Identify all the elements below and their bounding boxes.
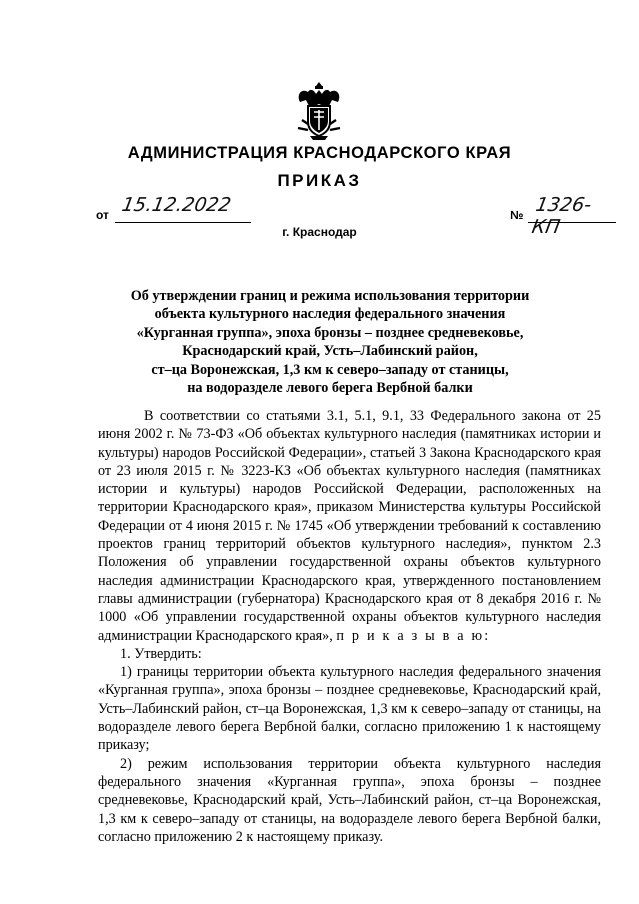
handwritten-number: 1326-КП <box>530 194 594 238</box>
title-line: объекта культурного наследия федерального значения <box>154 306 506 323</box>
city-label: г. Краснодар <box>282 225 357 239</box>
document-title <box>100 287 560 397</box>
date-underline <box>115 222 251 223</box>
number-underline <box>528 222 616 223</box>
document-body <box>98 407 601 846</box>
krasnodar-coat-of-arms-emblem <box>294 80 344 142</box>
organization-name: АДМИНИСТРАЦИЯ КРАСНОДАРСКОГО КРАЯ <box>127 144 512 162</box>
date-prefix-label: от <box>96 208 109 222</box>
item-1-2-paragraph: 2) режим использования территории объекта культурного наследия федерального значения «Курганная группа», эпоха бронзы – позднее средневековье, Краснодарский край, Усть–Лабинский район, ст–ца Воронежская, 1,3 км к северо–западу от станицы, на водоразделе левого берега Вербной балки, согласно приложению 2 к настоящему приказу. <box>98 755 601 845</box>
preamble-text: В соответствии со статьями 3.1, 5.1, 9.1, 33 Федерального закона от 25 июня 2002 г. № 73-ФЗ «Об объектах культурного наследия (памятниках истории и культуры) народов Российской Федерации», статьей 3 Закона Краснодарского края от 23 июля 2015 г. № 3223-КЗ «Об объектах культурного наследия (памятниках истории и культуры) народов Российской Федерации, расположенных на территории Краснодарского края», приказом Министерства культуры Российской Федерации от 4 июня 2015 г. № 1745 «Об утверждении требований к составлению проектов границ территорий объектов культурного наследия», пунктом 2.3 Положения об управлении государственной охраны объектов культурного наследия администрации Краснодарского края, утвержденного постановлением главы администрации (губернатора) Краснодарского края от 8 декабря 2016 г. № 1000 «Об управлении государственной охраны объектов культурного наследия администрации Краснодарского края», <box>98 408 601 644</box>
preamble-paragraph <box>98 407 601 645</box>
order-word: п р и к а з ы в а ю: <box>336 627 491 644</box>
document-type: ПРИКАЗ <box>277 171 362 190</box>
title-line: ст–ца Воронежская, 1,3 км к северо–западу от станицы, <box>151 361 509 378</box>
item-1-1-paragraph: 1) границы территории объекта культурного наследия федерального значения «Курганная группа», эпоха бронзы – позднее средневековье, Краснодарский край, Усть–Лабинский район, ст–ца Воронежская, 1,3 км к северо–западу от станицы, на водоразделе левого берега Вербной балки, согласно приложению 1 к настоящему приказу; <box>98 664 601 754</box>
title-line: на водоразделе левого берега Вербной балки <box>187 380 473 397</box>
title-line: «Курганная группа», эпоха бронзы – позднее средневековье, <box>136 324 524 341</box>
title-line: Краснодарский край, Усть–Лабинский район, <box>182 343 478 360</box>
item-1-paragraph: 1. Утвердить: <box>120 645 202 662</box>
title-line: Об утверждении границ и режима использования территории <box>130 288 530 304</box>
number-prefix-label: № <box>510 208 524 222</box>
handwritten-date: 15.12.2022 <box>120 194 233 216</box>
